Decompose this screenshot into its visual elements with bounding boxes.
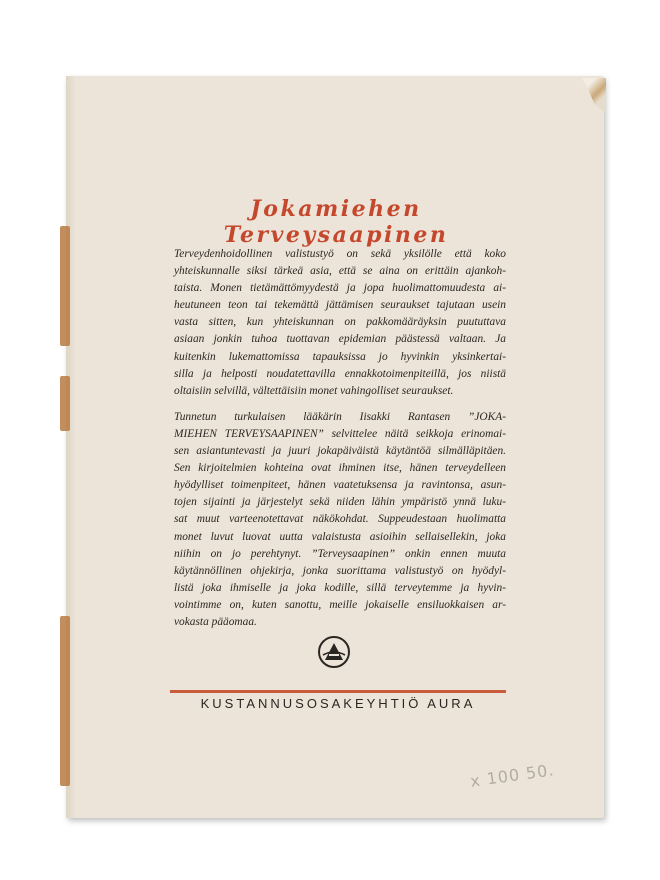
worn-corner xyxy=(576,78,606,114)
tape-residue xyxy=(60,376,70,431)
tape-residue xyxy=(60,616,70,786)
text-line: asiaan jonkin tuhoa tuottavan epidemian päästessä valtaan. Ja xyxy=(174,333,506,346)
blurb-text xyxy=(174,246,506,640)
text-line: vasta sitten, kun yhteiskunnan on pakkomääräyksin puututtava xyxy=(174,316,506,329)
text-line: niihin on jo perehtynyt. ”Terveysaapinen” onkin ennen muuta xyxy=(174,547,506,560)
text-line: Sen kirjoitelmien kohteina ovat ihminen itse, hänen terveydelleen xyxy=(174,462,506,475)
tape-residue xyxy=(60,226,70,346)
text-line: kuitenkin lukemattomissa tapauksissa jo hyvinkin yksinkertai- xyxy=(174,350,506,363)
text-line: Terveydenhoidollinen valistustyö on sekä yksilölle että koko xyxy=(174,248,506,260)
text-line: heutuneen teon tai tekemättä jättämisen seuraukset tajutaan usein xyxy=(174,299,506,312)
text-line: taista. Monen tietämättömyydestä ja jopa huolimattomuudesta ai- xyxy=(174,282,506,295)
text-line: Tunnetun turkulaisen lääkärin Iisakki Rantasen ”JOKA- xyxy=(174,410,506,423)
text-line: yhteiskunnalle siksi tärkeä asia, että se aina on erittäin ajankoh- xyxy=(174,265,506,278)
text-line: tojen sijainti ja järjestelyt sekä niiden lähin ympäristö ynnä luku- xyxy=(174,496,506,509)
text-line: MIEHEN TERVEYSAAPINEN” selvittelee näitä seikkoja erinomai- xyxy=(174,427,506,440)
blurb-paragraph-1 xyxy=(174,246,506,400)
aura-logo-icon xyxy=(317,635,351,669)
text-line: käytännöllinen ohjekirja, jonka suorittama valistustyö on hyödyl- xyxy=(174,564,506,577)
text-line: listä joka ihmiselle ja joka kodille, sillä terveytemme ja hyvin- xyxy=(174,581,506,594)
text-line: hyödylliset toimenpiteet, hänen vaatetuksensa ja ravintonsa, asun- xyxy=(174,479,506,492)
text-line: silla ja helposti noudatettavilla ennakkotoimenpiteillä, jos niistä xyxy=(174,367,506,380)
text-line: sen asiantuntevasti ja juuri jokapäiväistä käytäntöä silmälläpitäen. xyxy=(174,445,506,458)
pencil-price-note: x 100 50. xyxy=(469,760,556,791)
text-line: monet luvut luovat uutta valaistusta asioihin sellaisellekin, joka xyxy=(174,530,506,543)
text-line: sat muut varteenotettavat näkökohdat. Suppeudestaan huolimatta xyxy=(174,513,506,526)
text-line: oltaisiin selvillä, vältettäisiin monet vahingolliset seuraukset. xyxy=(174,384,454,397)
blurb-paragraph-2 xyxy=(174,409,506,631)
text-line: vokasta pääomaa. xyxy=(174,615,257,628)
publisher-rule xyxy=(170,690,506,693)
book-back-cover xyxy=(66,76,604,818)
publisher-name: KUSTANNUSOSAKEYHTIÖ AURA xyxy=(200,696,476,711)
text-line: vointimme on, kuten sanottu, meille jokaiselle ensiluokkaisen ar- xyxy=(174,598,506,611)
book-title: Jokamiehen Terveysaapinen xyxy=(223,196,449,248)
